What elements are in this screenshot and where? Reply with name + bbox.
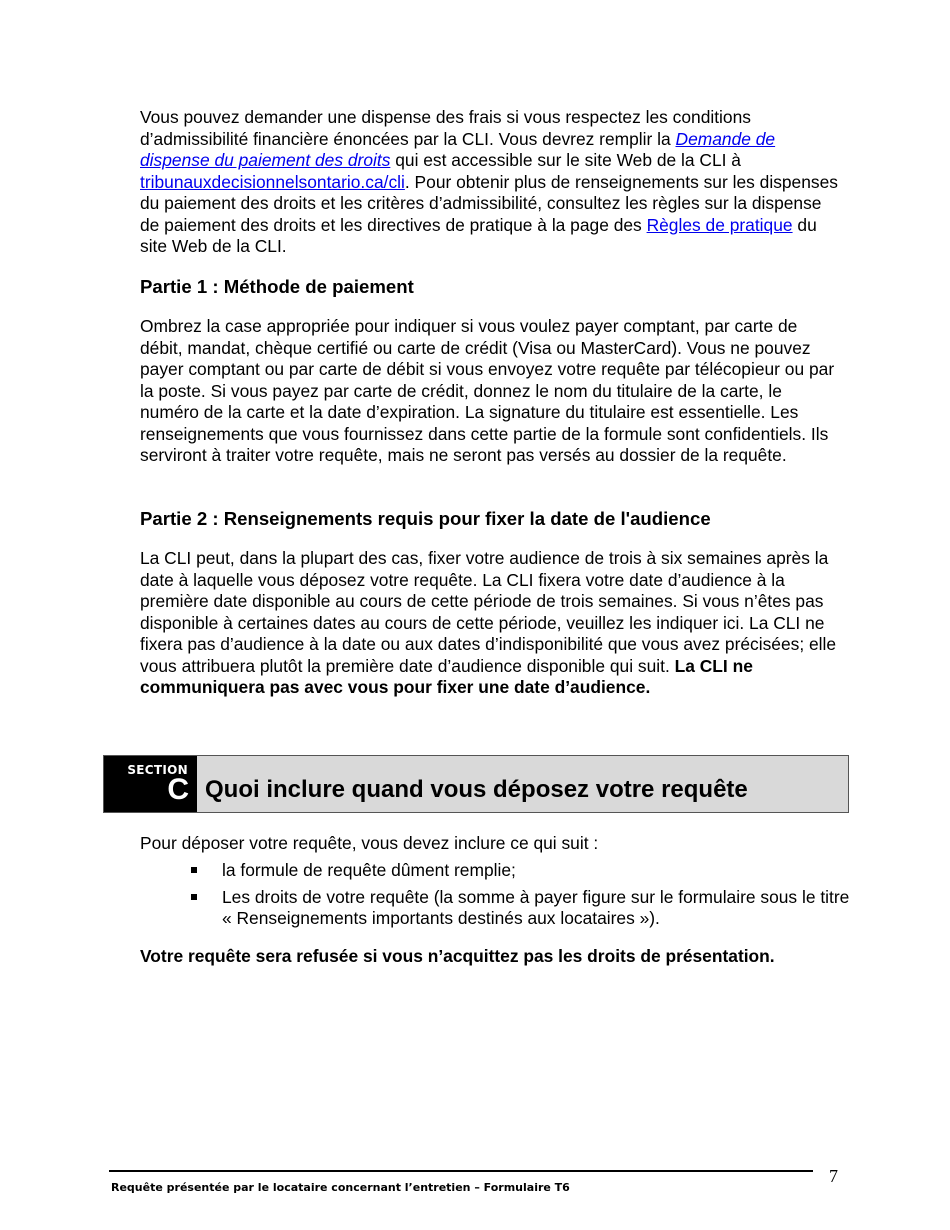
section-letter: C — [167, 773, 189, 806]
fee-waiver-paragraph — [140, 107, 840, 258]
include-list — [140, 860, 850, 935]
list-item — [140, 860, 850, 882]
part1-heading: Partie 1 : Méthode de paiement — [140, 276, 414, 297]
rules-of-practice-link[interactable]: Règles de pratique — [646, 214, 793, 235]
part2-bold-note: La CLI ne communiquera pas avec vous pour fixer une date d’audience. — [140, 655, 753, 697]
section-c-banner — [103, 755, 849, 813]
list-item-text: Les droits de votre requête (la somme à payer figure sur le formulaire sous le titre « Renseignements importants destinés aux locataires »). — [222, 886, 850, 928]
part2-heading: Partie 2 : Renseignements requis pour fixer la date de l'audience — [140, 508, 711, 529]
list-item — [140, 887, 850, 930]
part2-paragraph — [140, 548, 840, 699]
intro-text-3: . Pour obtenir plus de renseignements sur les dispenses du paiement des droits et les critères d’admissibilité, consultez les règles sur la dispense de paiement des droits et les directives de pratique à la page des — [140, 171, 838, 235]
section-title: Quoi inclure quand vous déposez votre requête — [205, 776, 748, 803]
list-item-text: la formule de requête dûment remplie; — [222, 860, 516, 880]
intro-text-1: Vous pouvez demander une dispense des frais si vous respectez les conditions d’admissibilité financière énoncées par la CLI. Vous devrez remplir la — [140, 107, 751, 149]
tribunal-website-link[interactable]: tribunauxdecisionnelsontario.ca/cli — [140, 171, 405, 192]
fee-waiver-form-link[interactable]: Demande de dispense du paiement des droits — [140, 128, 776, 170]
intro-text-4: du site Web de la CLI. — [140, 214, 817, 256]
part2-text: La CLI peut, dans la plupart des cas, fixer votre audience de trois à six semaines après la date à laquelle vous déposez votre requête. La CLI fixera votre date d’audience à la première date disponible au cours de cette période de trois semaines. Si vous n’êtes pas disponible à certaines dates au cours de cette période, veuillez les indiquer ici. La CLI ne fixera pas d’audience à la date ou aux dates d’indisponibilité que vous avez précisées; elle vous attribuera plutôt la première date d’audience disponible qui suit. — [140, 548, 837, 676]
fee-warning: Votre requête sera refusée si vous n’acquittez pas les droits de présentation. — [140, 946, 775, 966]
bullet-square-icon — [191, 867, 197, 873]
footer-form-title: Requête présentée par le locataire concernant l’entretien – Formulaire T6 — [111, 1181, 570, 1194]
intro-text-2: qui est accessible sur le site Web de la CLI à — [390, 150, 741, 170]
include-intro: Pour déposer votre requête, vous devez inclure ce qui suit : — [140, 833, 599, 853]
bullet-square-icon — [191, 894, 197, 900]
section-label-block — [104, 756, 197, 812]
footer-divider — [109, 1170, 813, 1172]
part1-paragraph: Ombrez la case appropriée pour indiquer si vous voulez payer comptant, par carte de débit, mandat, chèque certifié ou carte de crédit (Visa ou MasterCard). Vous ne pouvez payer comptant ou par carte de débit si vous envoyez votre requête par télécopieur ou par la poste. Si vous payez par carte de crédit, donnez le nom du titulaire de la carte, le numéro de la carte et la date d’expiration. La signature du titulaire est essentielle. Les renseignements que vous fournissez dans cette partie de la formule sont confidentiels. Ils serviront à traiter votre requête, mais ne seront pas versés au dossier de la requête. — [140, 316, 835, 465]
page-number: 7 — [829, 1166, 838, 1186]
section-word: SECTION — [127, 763, 188, 777]
